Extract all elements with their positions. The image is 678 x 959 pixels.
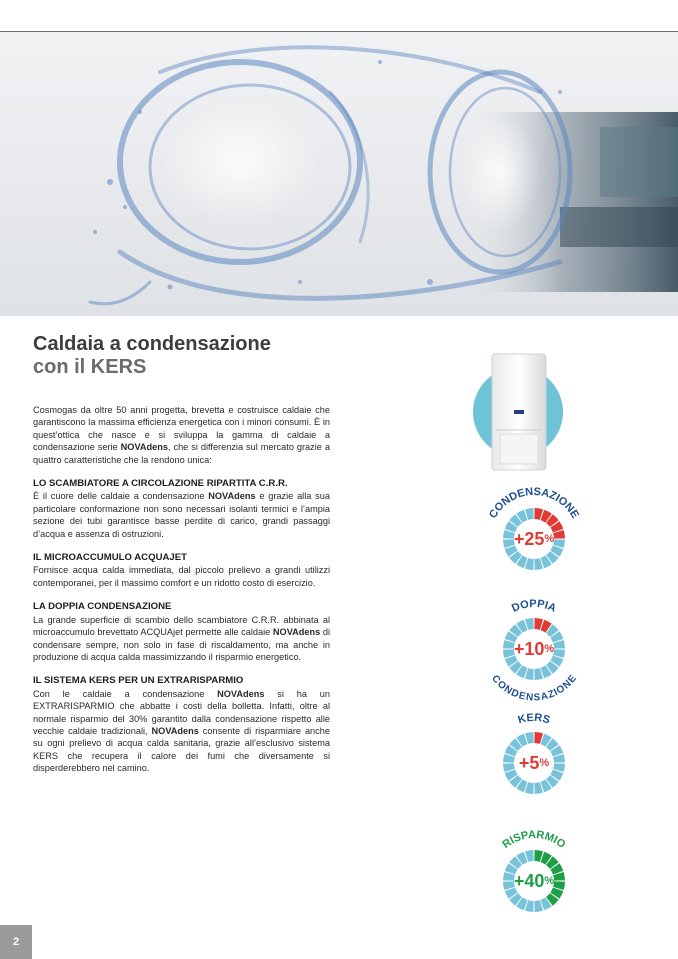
intro-paragraph [33,404,330,466]
gauge-label-bottom: CONDENSAZIONE [489,673,579,704]
section-paragraph [33,490,330,540]
page-number: 2 [0,925,32,959]
section-text: di condensare sempre, non solo in fase di riscaldamento, ma anche in produzione di acqua calda massimizzando il risparmio energetico. [33,627,330,662]
section-heading: IL MICROACCUMULO ACQUAJET [33,552,188,564]
section-heading: LO SCAMBIATORE A CIRCOLAZIONE RIPARTITA C.R.R. [33,478,288,490]
section-paragraph: Fornisce acqua calda immediata, dal piccolo prelievo a grandi utilizzi contemporanei, per il massimo comfort e un ridotto costo di esercizio. [33,565,330,588]
title-line-2: con il KERS [33,356,147,378]
intro-text: Cosmogas da oltre 50 anni progetta, brevetta e costruisce caldaie che garantiscono la massima efficienza energetica con i minori consumi. È in quest’ottica che nasce e si sviluppa la gamma di caldaie a condensazione serie [33,405,330,453]
brand-name: NOVAdens [151,725,199,736]
gauge-label-top: DOPPIA [510,597,558,615]
section-text: È il cuore delle caldaie a condensazione [33,491,209,502]
gauge-risparmio [479,826,589,936]
brand-name: NOVAdens [272,627,321,638]
section-text: consente di risparmiare anche su ogni prelievo di acqua calda sanitaria, grazie all’esclusivo sistema KERS che recupera il calore dei fumi che diversamente si disperderebbero nel camino. [33,725,330,774]
brand-name: NOVAdens [217,688,265,699]
body-text [33,404,330,775]
section-heading: IL SISTEMA KERS PER UN EXTRARISPARMIO [33,675,244,687]
title-line-1: Caldaia a condensazione [33,333,271,355]
section-text: e grazie alla sua particolare conformazione non sono necessari isolanti termici e l’ampia sezione dei tubi garantisce basse perdite di carico, grandi passaggi d’acqua e assenza di ostruzioni. [33,491,330,539]
water-splash-image [0,32,678,316]
gauge-label-top: RISPARMIO [500,828,568,851]
page-title [33,333,271,379]
gauge-value: +10% [513,639,555,659]
gauge-kers [479,708,589,818]
section-text: La grande superficie di scambio dello scambiatore C.R.R. abbinata al microaccumulo brevettato ACQUAjet permette alle caldaie [33,614,330,638]
gauge-condensazione [479,484,589,594]
section-paragraph [33,614,330,664]
section-text: si ha un EXTRARISPARMIO che abbatte i costi della bolletta. Infatti, oltre al normale risparmio del 30% garantito dalla condensazione rispetto alle vecchie caldaie tradizionali, [33,688,330,736]
gauge-value: +5% [518,753,550,773]
brand-name: NOVAdens [208,491,256,502]
brand-name: NOVAdens [120,442,168,453]
gauge-label-top: CONDENSAZIONE [487,485,582,521]
intro-text: , che si differenzia sul mercato grazie a quattro caratteristiche che la rendono unica: [33,442,330,465]
boiler-product-image [470,352,570,472]
gauge-value: +25% [513,529,555,549]
section-text: Con le caldaie a condensazione [33,688,218,699]
gauge-value: +40% [513,871,555,891]
gauge-label-top: KERS [516,711,552,727]
section-heading: LA DOPPIA CONDENSAZIONE [33,601,172,613]
section-paragraph [33,688,330,775]
gauge-doppia-condensazione [479,594,589,704]
